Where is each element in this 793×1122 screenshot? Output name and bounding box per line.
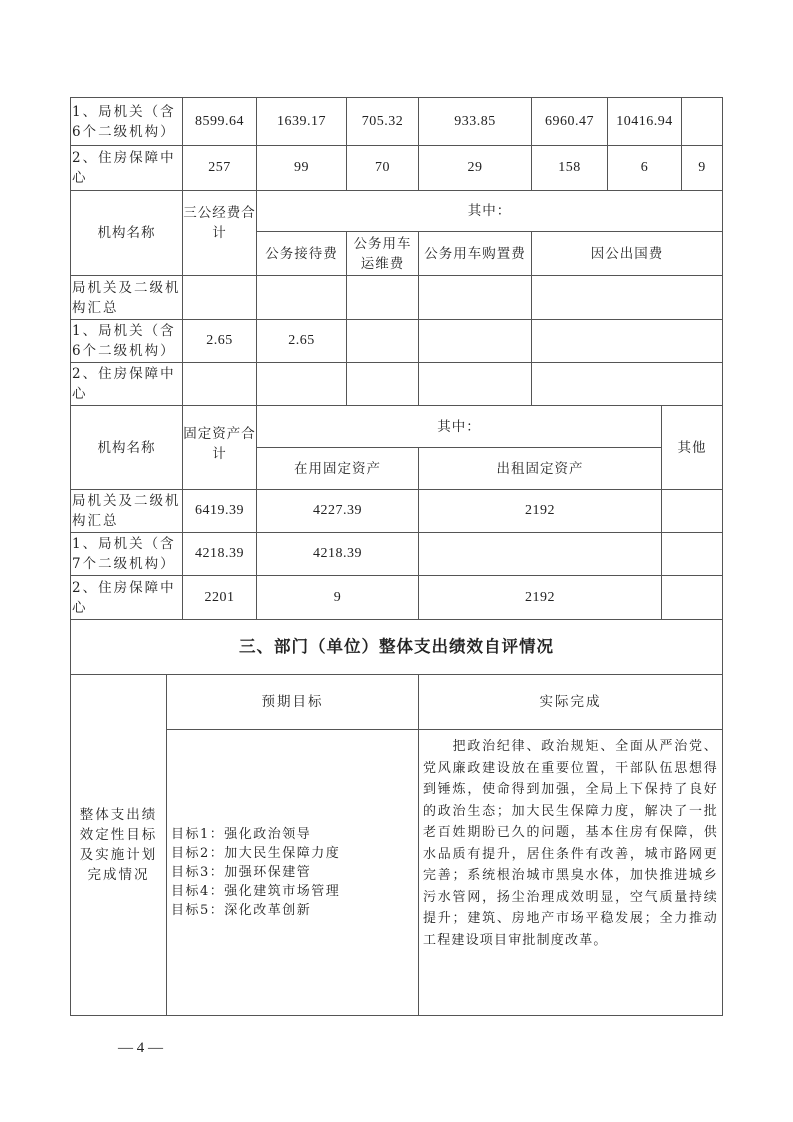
table1-row-name: 1、局机关（含6个二级机构） xyxy=(70,97,183,146)
goal-item: 目标3：加强环保建管 xyxy=(171,865,312,880)
actual-completion-header: 实际完成 xyxy=(418,674,723,730)
table3-cell xyxy=(661,575,723,620)
expected-goals-header: 预期目标 xyxy=(166,674,419,730)
table2-cell xyxy=(346,362,419,406)
table3-cell: 4218.39 xyxy=(182,532,257,576)
table3-cell: 2201 xyxy=(182,575,257,620)
goal-item: 目标5：深化改革创新 xyxy=(171,903,312,918)
page-number: — 4 — xyxy=(118,1040,163,1056)
table1-cell xyxy=(681,97,723,146)
table2-cell xyxy=(346,275,419,320)
table1-cell: 705.32 xyxy=(346,97,419,146)
section-title: 三、部门（单位）整体支出绩效自评情况 xyxy=(70,619,723,675)
table3-cell xyxy=(418,532,662,576)
table1-cell: 257 xyxy=(182,145,257,191)
table1-cell: 8599.64 xyxy=(182,97,257,146)
row-label: 整体支出绩效定性目标及实施计划完成情况 xyxy=(70,674,167,1016)
table2-cell xyxy=(256,362,347,406)
table2-cell xyxy=(531,319,723,363)
table3-cell: 2192 xyxy=(418,575,662,620)
table2-cell xyxy=(182,275,257,320)
table3-cell: 6419.39 xyxy=(182,489,257,533)
table1-cell: 29 xyxy=(418,145,532,191)
expected-goals-cell xyxy=(166,729,419,1016)
table3-cell: 4227.39 xyxy=(256,489,419,533)
table3-cell xyxy=(661,532,723,576)
table2-cell xyxy=(418,319,532,363)
table3-header-rented: 出租固定资产 xyxy=(418,447,662,490)
table1-cell: 1639.17 xyxy=(256,97,347,146)
table2-cell xyxy=(531,362,723,406)
table3-cell: 2192 xyxy=(418,489,662,533)
table1-cell: 70 xyxy=(346,145,419,191)
table3-header-other: 其他 xyxy=(661,405,723,490)
table1-cell: 6960.47 xyxy=(531,97,608,146)
table2-row-name: 1、局机关（含6个二级机构） xyxy=(70,319,183,363)
table2-header-org: 机构名称 xyxy=(70,190,183,276)
table3-cell xyxy=(661,489,723,533)
goal-item: 目标4：强化建筑市场管理 xyxy=(171,884,341,899)
table2-cell: 2.65 xyxy=(182,319,257,363)
goal-item: 目标1：强化政治领导 xyxy=(171,827,312,842)
table1-row-name: 2、住房保障中心 xyxy=(70,145,183,191)
table3-header-of-which: 其中： xyxy=(256,405,662,448)
table3-header-in-use: 在用固定资产 xyxy=(256,447,419,490)
table3-row-name: 2、住房保障中心 xyxy=(70,575,183,620)
table2-header-reception: 公务接待费 xyxy=(256,231,347,276)
table3-header-total: 固定资产合计 xyxy=(182,405,257,490)
table1-cell: 9 xyxy=(681,145,723,191)
table1-cell: 158 xyxy=(531,145,608,191)
table3-row-name: 1、局机关（含7个二级机构） xyxy=(70,532,183,576)
table2-row-name: 2、住房保障中心 xyxy=(70,362,183,406)
table2-cell xyxy=(182,362,257,406)
table2-cell xyxy=(531,275,723,320)
table3-cell: 4218.39 xyxy=(256,532,419,576)
table2-header-overseas: 因公出国费 xyxy=(531,231,723,276)
actual-completion-text: 把政治纪律、政治规矩、全面从严治党、党风廉政建设放在重要位置，干部队伍思想得到锤炼，使命得到加强，全局上下保持了良好的政治生态；加大民生保障力度，解决了一批老百姓期盼已久的问题，基本住房有保障，供水品质有提升，居住条件有改善，城市路网更完善；系统根治城市黑臭水体，加快推进城乡污水管网，扬尘治理成效明显，空气质量持续提升；建筑、房地产市场平稳发展；全力推动工程建设项目审批制度改革。 xyxy=(418,729,723,1016)
table2-header-of-which: 其中： xyxy=(256,190,723,232)
table1-cell: 99 xyxy=(256,145,347,191)
table1-cell: 10416.94 xyxy=(607,97,682,146)
table1-cell: 6 xyxy=(607,145,682,191)
table2-cell xyxy=(346,319,419,363)
table3-row-name: 局机关及二级机构汇总 xyxy=(70,489,183,533)
table2-cell xyxy=(256,275,347,320)
table1-cell: 933.85 xyxy=(418,97,532,146)
goal-item: 目标2：加大民生保障力度 xyxy=(171,846,341,861)
table2-header-car-purchase: 公务用车购置费 xyxy=(418,231,532,276)
table2-cell xyxy=(418,275,532,320)
table2-cell xyxy=(418,362,532,406)
table2-row-name: 局机关及二级机构汇总 xyxy=(70,275,183,320)
table2-cell: 2.65 xyxy=(256,319,347,363)
table2-header-total: 三公经费合计 xyxy=(182,190,257,276)
table3-header-org: 机构名称 xyxy=(70,405,183,490)
table2-header-car-maintenance: 公务用车运维费 xyxy=(346,231,419,276)
table3-cell: 9 xyxy=(256,575,419,620)
